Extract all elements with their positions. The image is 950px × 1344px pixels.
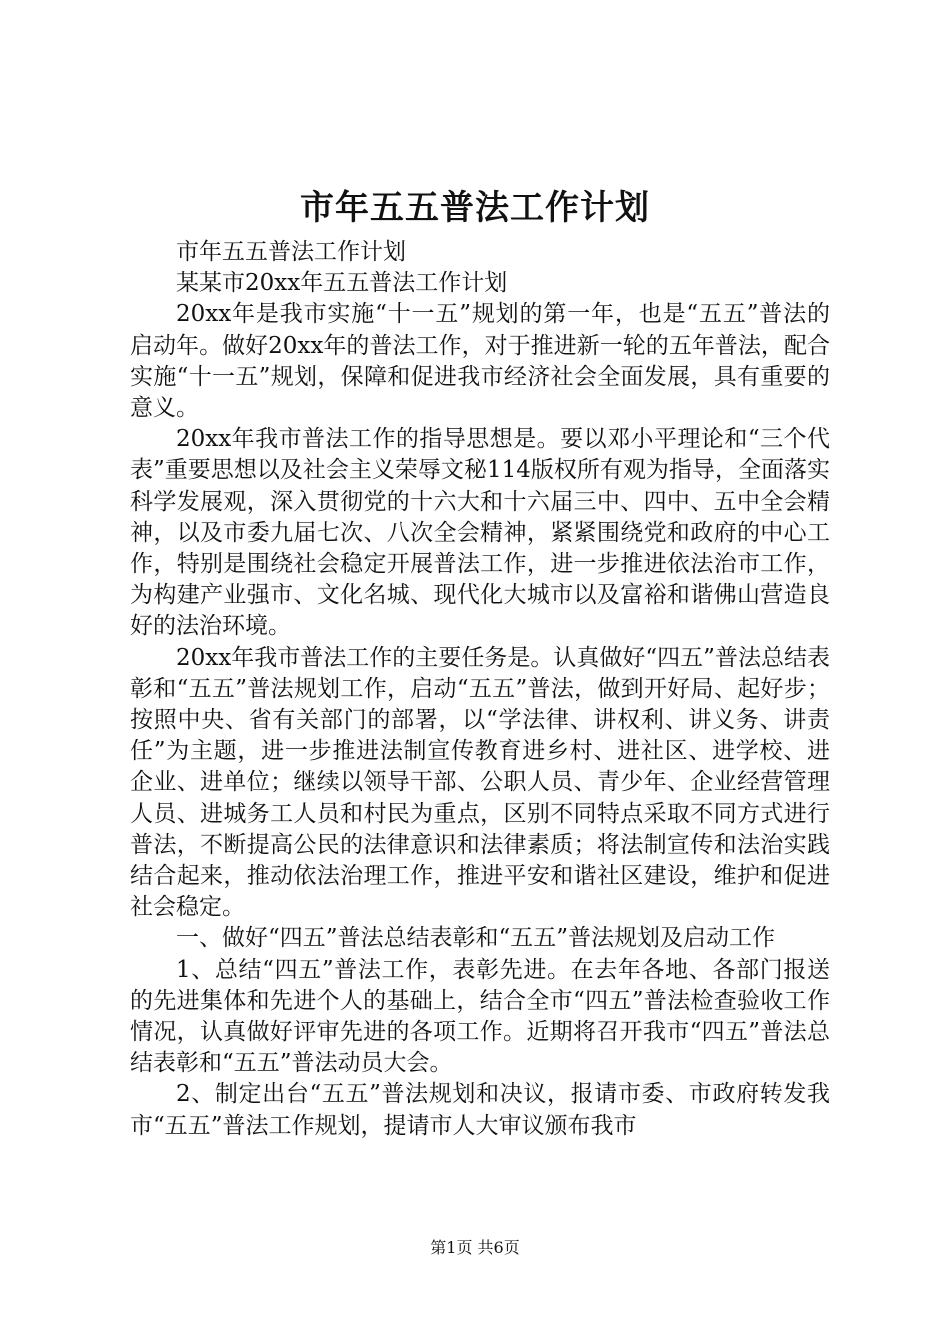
paragraph-heading-repeat: 市年五五普法工作计划	[176, 239, 406, 265]
paragraph-subtitle: 某某市20xx年五五普法工作计划	[176, 270, 508, 297]
document-title: 市年五五普法工作计划	[300, 188, 650, 228]
paragraph-item-1: 1、总结“四五”普法工作，表彰先进。在去年各地、各部门报送的先进集体和先进个人的基础上，结合全市“四五”普法检查验收工作情况，认真做好评审先进的各项工作。近期将召开我市“四五”普法总结表彰和“五五”普法动员大会。	[130, 956, 830, 1077]
paragraph-guiding-thought: 20xx年我市普法工作的指导思想是。要以邓小平理论和“三个代表”重要思想以及社会主义荣辱文秘114版权所有观为指导，全面落实科学发展观，深入贯彻党的十六大和十六届三中、四中、五中全会精神，以及市委九届七次、八次全会精神，紧紧围绕党和政府的中心工作，特别是围绕社会稳定开展普法工作，进一步推进依法治市工作，为构建产业强市、文化名城、现代化大城市以及富裕和谐佛山营造良好的法治环境。	[130, 426, 830, 640]
section-heading-1: 一、做好“四五”普法总结表彰和“五五”普法规划及启动工作	[176, 925, 776, 952]
page-number-footer: 第1页 共6页	[430, 1238, 520, 1257]
paragraph-item-2: 2、制定出台“五五”普法规划和决议，报请市委、市政府转发我市“五五”普法工作规划，提请市人大审议颁布我市	[130, 1081, 830, 1139]
document-body	[130, 237, 830, 1142]
paragraph-intro: 20xx年是我市实施“十一五”规划的第一年，也是“五五”普法的启动年。做好20xx年的普法工作，对于推进新一轮的五年普法，配合实施“十一五”规划，保障和促进我市经济社会全面发展，具有重要的意义。	[130, 301, 830, 422]
paragraph-main-tasks: 20xx年我市普法工作的主要任务是。认真做好“四五”普法总结表彰和“五五”普法规划工作，启动“五五”普法，做到开好局、起好步；按照中央、省有关部门的部署，以“学法律、讲权利、讲义务、讲责任”为主题，进一步推进法制宣传教育进乡村、进社区、进学校、进企业、进单位；继续以领导干部、公职人员、青少年、企业经营管理人员、进城务工人员和村民为重点，区别不同特点采取不同方式进行普法，不断提高公民的法律意识和法律素质；将法制宣传和法治实践结合起来，推动依法治理工作，推进平安和谐社区建设，维护和促进社会稳定。	[130, 644, 830, 921]
